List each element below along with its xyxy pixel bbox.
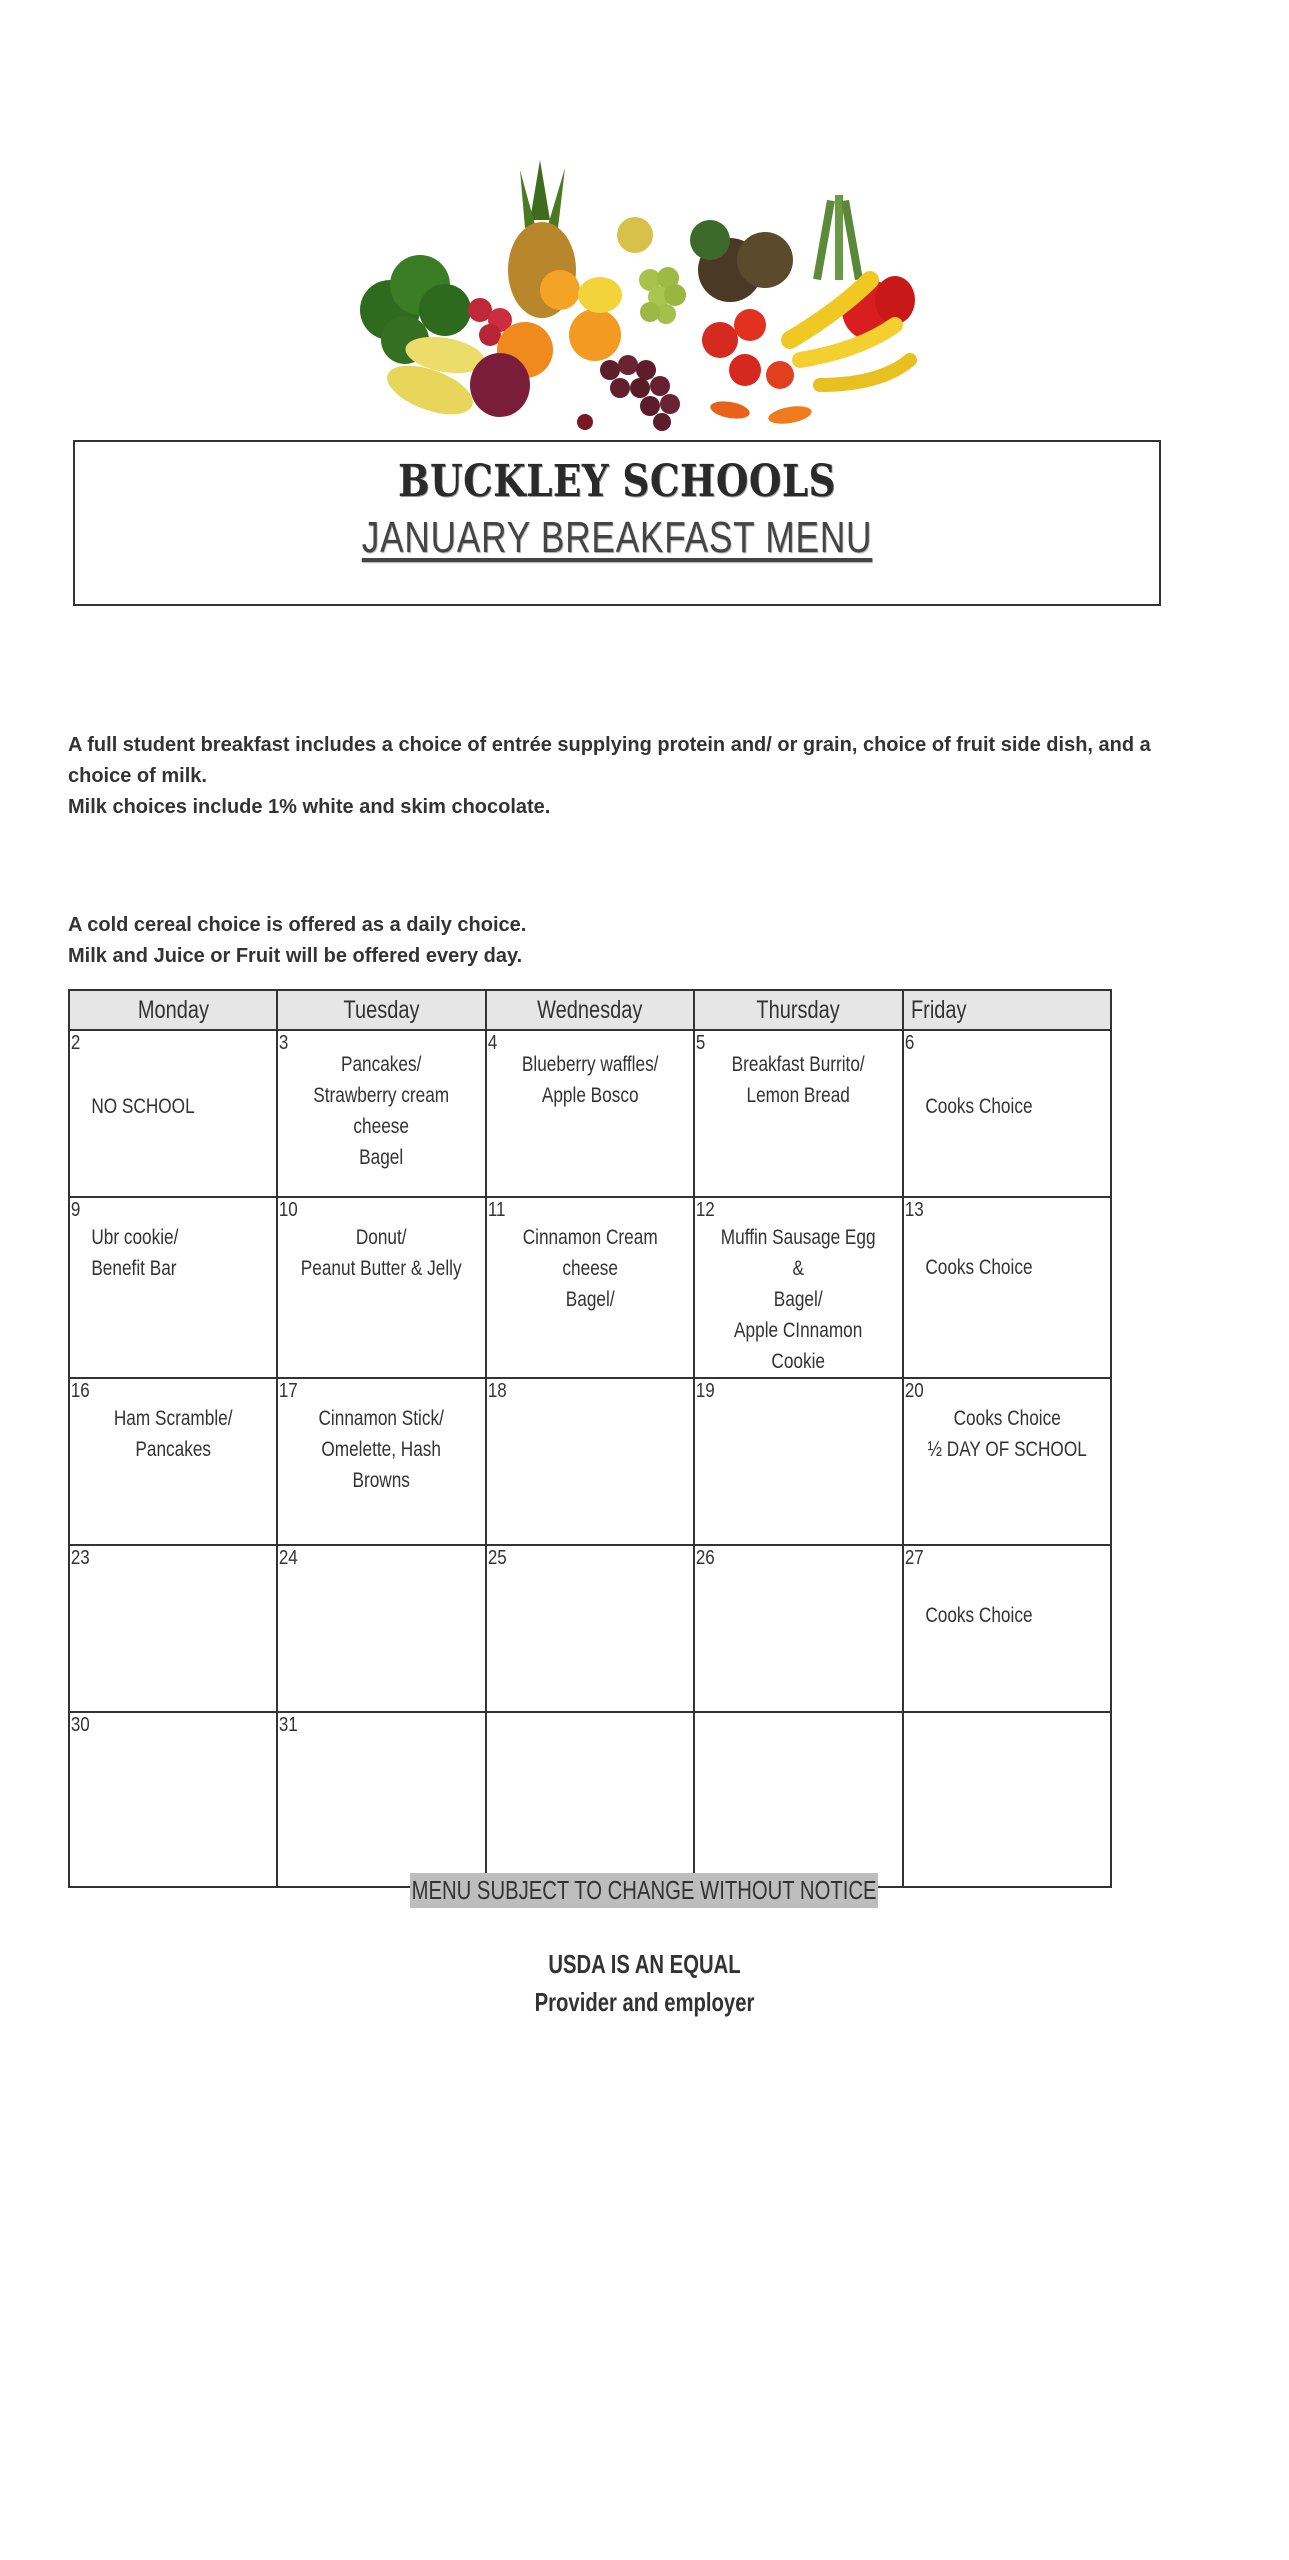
day-number: 24 [279, 1547, 299, 1569]
menu-calendar [68, 989, 1112, 1888]
grapes-icon [639, 267, 686, 324]
day-number: 25 [487, 1547, 507, 1569]
day-number: 11 [487, 1199, 506, 1221]
intro-cereal-line: A cold cereal choice is offered as a daily choice. [68, 914, 527, 936]
day-number: 26 [696, 1547, 715, 1569]
calendar-day [694, 1197, 902, 1378]
calendar-day [277, 1378, 485, 1545]
calendar-day [486, 1030, 694, 1197]
weekday-header-row [69, 990, 1111, 1030]
weekday-header: Thursday [694, 990, 902, 1030]
day-number: 16 [70, 1380, 90, 1402]
apple-icon [617, 217, 653, 253]
day-meal: Cooks Choice [924, 1095, 1033, 1118]
calendar-day [903, 1545, 1111, 1712]
day-meal: Pancakes/ Strawberry cream cheese Bagel [313, 1053, 450, 1169]
usda-statement [0, 1945, 1289, 2021]
calendar-day [277, 1712, 485, 1887]
intro-section [68, 730, 1158, 823]
weekday-header: Monday [69, 990, 277, 1030]
day-meal: Donut/ Peanut Butter & Jelly [301, 1226, 462, 1280]
calendar-day [486, 1378, 694, 1545]
day-meal: Cinnamon Stick/ Omelette, Hash Browns [318, 1407, 445, 1492]
day-meal: Breakfast Burrito/ Lemon Bread [731, 1053, 865, 1107]
day-number: 18 [487, 1380, 507, 1402]
calendar-day [903, 1712, 1111, 1887]
intro-milk-line: Milk choices include 1% white and skim chocolate. [68, 796, 551, 818]
day-meal: Cooks Choice [924, 1604, 1033, 1627]
calendar-week [69, 1030, 1111, 1197]
calendar-week [69, 1197, 1111, 1378]
calendar-week [69, 1712, 1111, 1887]
day-meal: Ham Scramble/ Pancakes [113, 1407, 233, 1461]
weekday-header: Friday [903, 990, 1111, 1030]
day-number: 23 [70, 1547, 90, 1569]
day-number: 12 [696, 1199, 715, 1221]
carrot-icon [709, 399, 813, 427]
usda-line-2: Provider and employer [534, 1987, 755, 2017]
day-number: 17 [279, 1380, 299, 1402]
school-name: BUCKLEY SCHOOLS [398, 456, 836, 507]
cherry-icon [577, 414, 593, 430]
day-meal: Blueberry waffles/ Apple Bosco [521, 1053, 659, 1107]
calendar-day [694, 1030, 902, 1197]
calendar-day [69, 1545, 277, 1712]
calendar-week [69, 1378, 1111, 1545]
fruit-vegetable-image [350, 160, 930, 445]
day-number: 31 [279, 1714, 299, 1736]
day-number: 13 [904, 1199, 924, 1221]
weekday-header: Wednesday [486, 990, 694, 1030]
day-number: 20 [904, 1380, 924, 1402]
day-number: 30 [70, 1714, 90, 1736]
day-meal: Ubr cookie/ Benefit Bar [91, 1226, 179, 1280]
change-notice [0, 1873, 1289, 1908]
calendar-day [486, 1712, 694, 1887]
day-meal: Cinnamon Cream cheese Bagel/ [522, 1226, 658, 1311]
day-number: 3 [279, 1032, 289, 1054]
day-meal: Cooks Choice ½ DAY OF SCHOOL [927, 1407, 1087, 1461]
calendar-day [69, 1030, 277, 1197]
asparagus-icon [813, 195, 863, 280]
change-notice-text: MENU SUBJECT TO CHANGE WITHOUT NOTICE [410, 1873, 878, 1908]
calendar-day [69, 1378, 277, 1545]
title-box [73, 440, 1161, 606]
day-number: 2 [70, 1032, 81, 1054]
day-meal: NO SCHOOL [91, 1095, 195, 1118]
usda-line-1: USDA IS AN EQUAL [548, 1949, 741, 1979]
onion-icon [470, 353, 530, 417]
lettuce-icon [690, 220, 793, 302]
day-number: 10 [279, 1199, 299, 1221]
calendar-day [694, 1712, 902, 1887]
calendar-day [903, 1197, 1111, 1378]
calendar-day [69, 1197, 277, 1378]
day-meal: Cooks Choice [924, 1256, 1033, 1279]
lemon-icon [578, 277, 622, 313]
calendar-day [486, 1197, 694, 1378]
day-number: 5 [696, 1032, 706, 1054]
calendar-week [69, 1545, 1111, 1712]
calendar-day [486, 1545, 694, 1712]
calendar-day [277, 1030, 485, 1197]
day-number: 4 [487, 1032, 498, 1054]
day-number: 27 [904, 1547, 924, 1569]
day-number: 6 [904, 1032, 914, 1054]
weekday-header: Tuesday [277, 990, 485, 1030]
calendar-day [694, 1545, 902, 1712]
intro-cereal-section [68, 910, 1158, 972]
intro-juice-line: Milk and Juice or Fruit will be offered every day. [68, 945, 523, 967]
day-number: 19 [696, 1380, 715, 1402]
calendar-day [69, 1712, 277, 1887]
calendar-day [277, 1197, 485, 1378]
day-number: 9 [70, 1199, 81, 1221]
calendar-day [903, 1378, 1111, 1545]
tomato-icon [702, 309, 794, 389]
calendar-day [903, 1030, 1111, 1197]
menu-title: JANUARY BREAKFAST MENU [361, 513, 873, 562]
purple-grapes-icon [600, 355, 680, 431]
calendar-day [694, 1378, 902, 1545]
day-meal: Muffin Sausage Egg & Bagel/ Apple CInnamon Cookie [720, 1226, 876, 1373]
intro-breakfast-line: A full student breakfast includes a choice of entrée supplying protein and/ or grain, choice of fruit side dish, and a choice of milk. [68, 734, 1151, 787]
calendar-day [277, 1545, 485, 1712]
